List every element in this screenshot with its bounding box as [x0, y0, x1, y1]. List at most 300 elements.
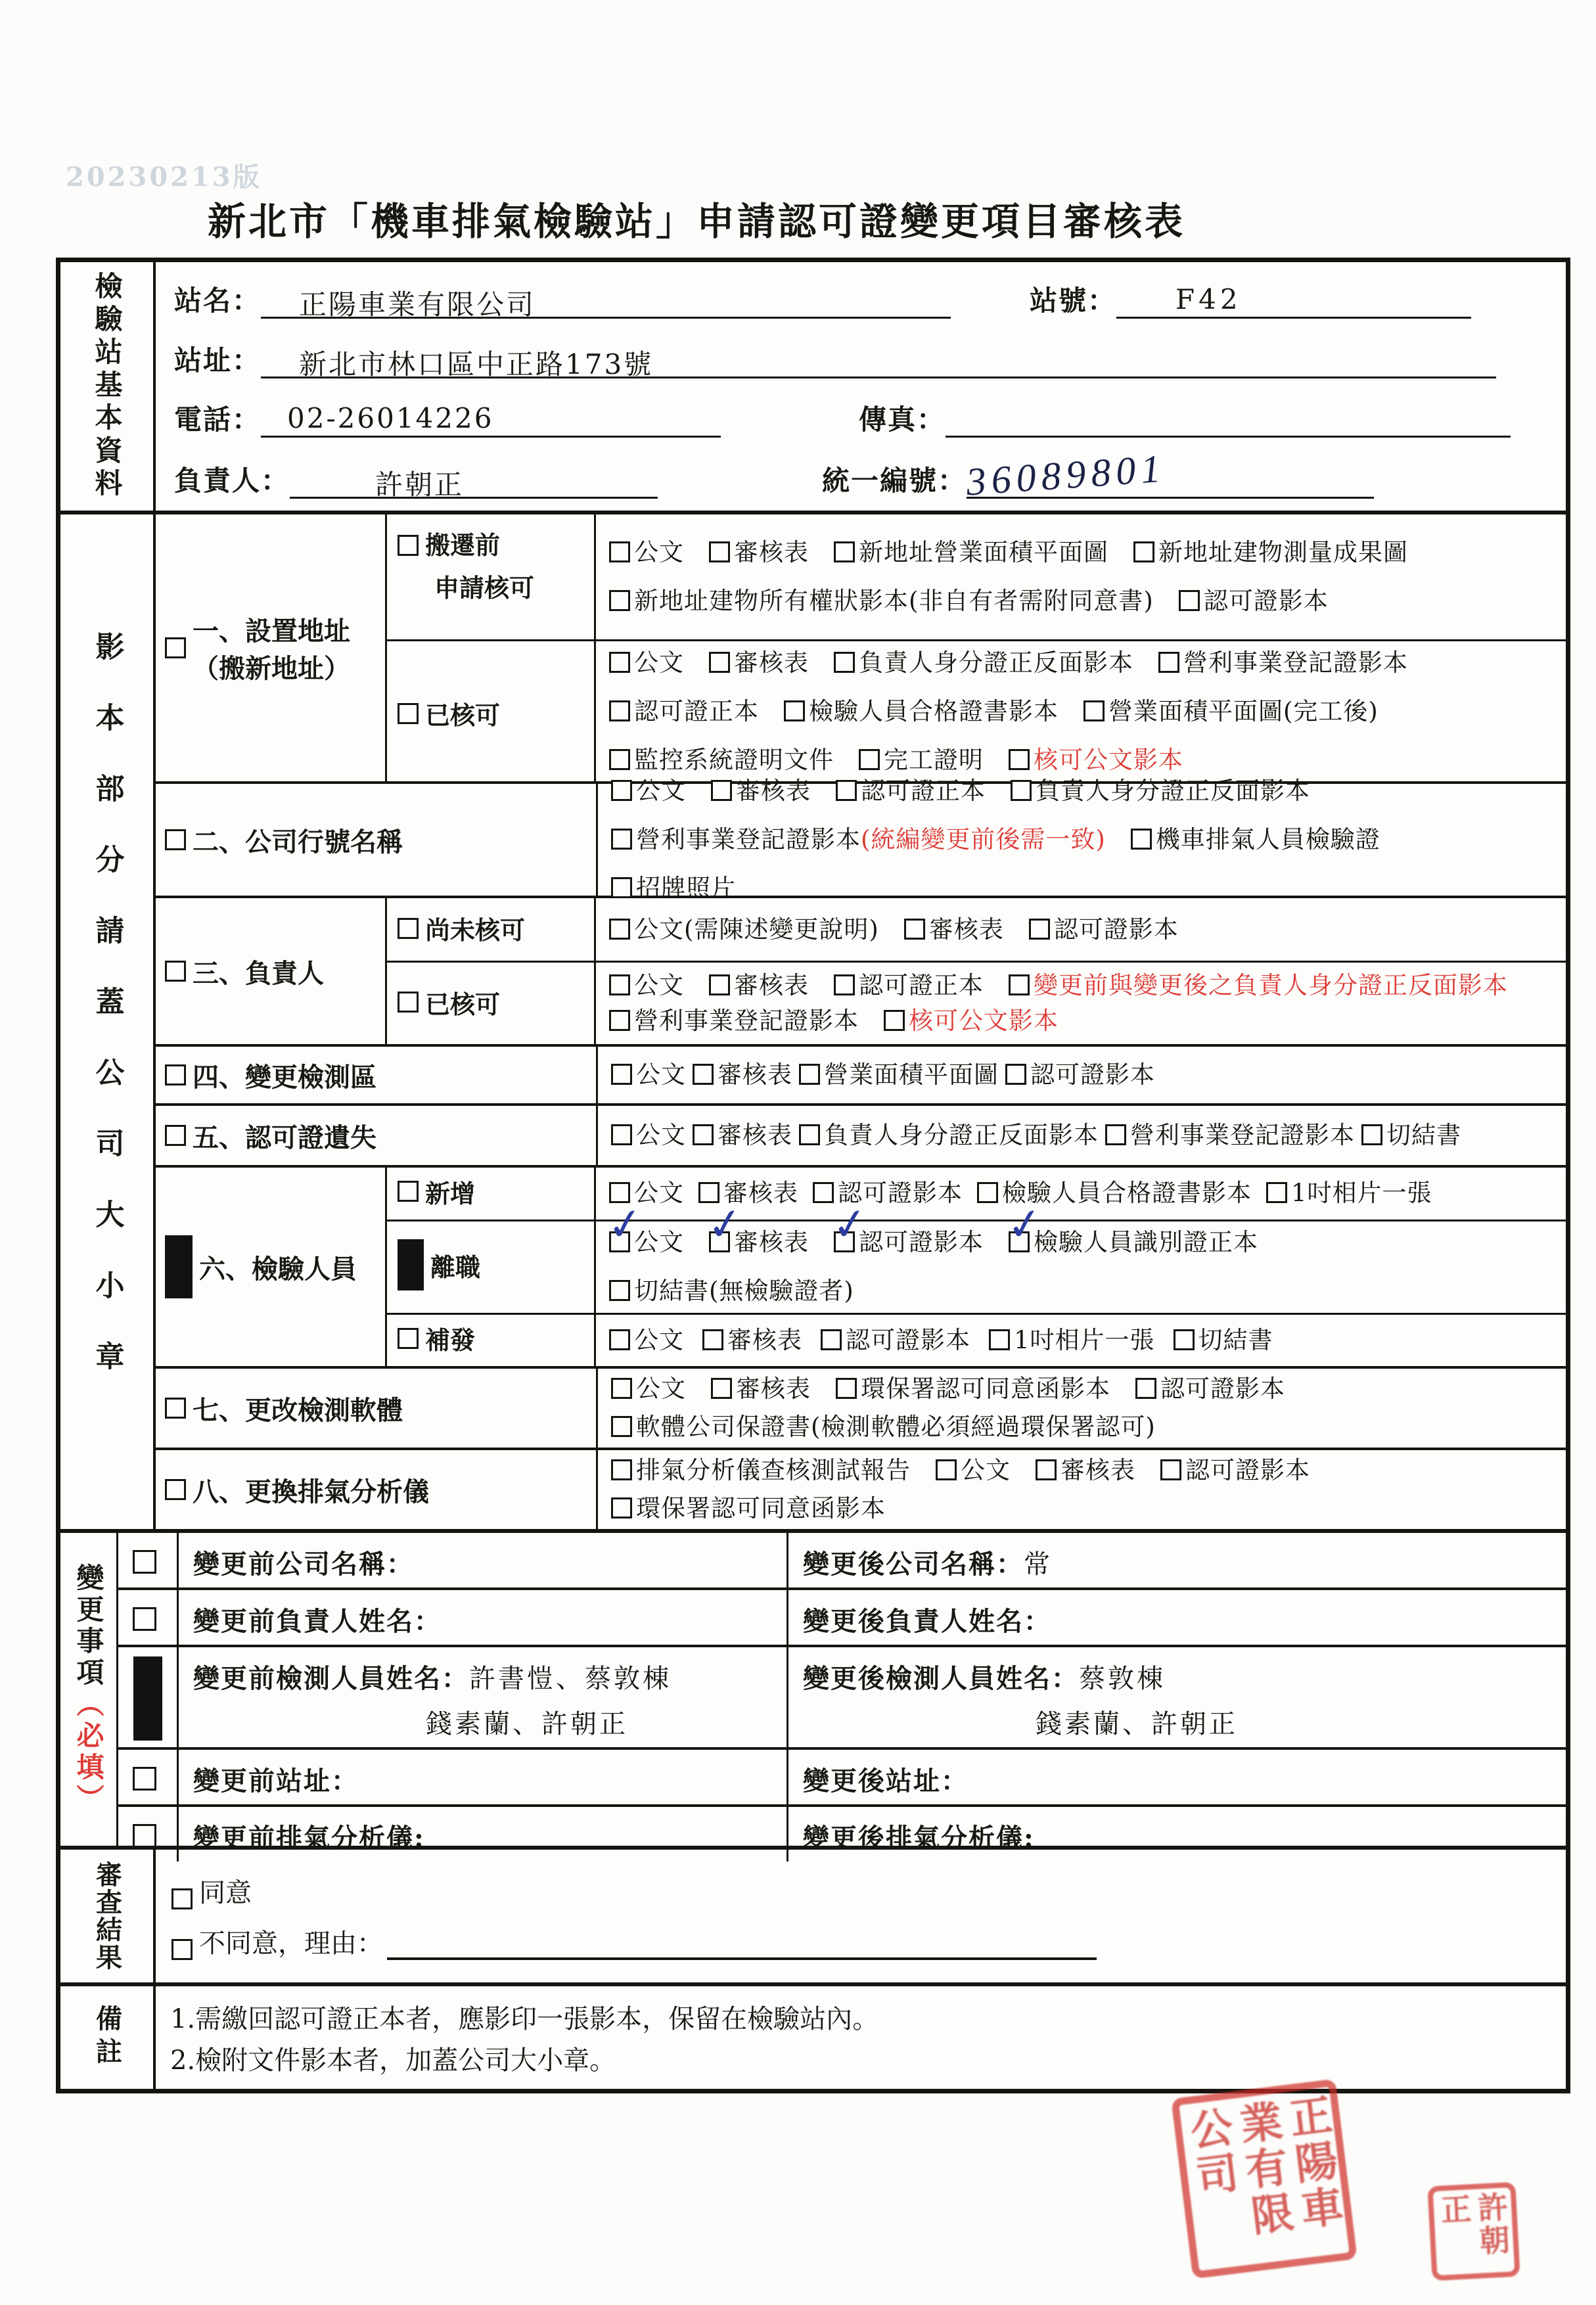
doc-option-label: 審核表	[734, 538, 809, 566]
doc-option	[1266, 1178, 1432, 1208]
doc-option	[904, 915, 1004, 945]
checkbox[interactable]	[1011, 780, 1032, 801]
doc-option	[821, 1325, 970, 1356]
item-change-software	[156, 1369, 598, 1448]
checkbox[interactable]	[977, 1182, 998, 1203]
sub-label-reissue: 補發	[387, 1315, 596, 1367]
checkbox[interactable]	[709, 974, 730, 995]
sub-row-approved	[387, 641, 1566, 781]
doc-option	[611, 1060, 686, 1090]
doc-option-label: 核可公文影本	[1034, 745, 1183, 774]
checkbox[interactable]	[609, 700, 630, 721]
doc-option-label: 檢驗人員合格證書影本	[1002, 1179, 1252, 1208]
checkbox[interactable]	[884, 1010, 905, 1031]
checkbox[interactable]	[609, 1329, 630, 1350]
doc-option	[1160, 1455, 1310, 1486]
doc-option-suffix: (統編變更前後需一致)	[861, 825, 1106, 854]
doc-option-label: 認可證影本	[1160, 1375, 1285, 1403]
item-label: 五、認可證遺失	[193, 1122, 376, 1153]
checkbox[interactable]	[989, 1329, 1010, 1350]
doc-option	[611, 1412, 1156, 1442]
agree-label: 同意	[199, 1878, 252, 1908]
doc-options	[598, 1106, 1566, 1165]
form-title: 新北市「機車排氣檢驗站」申請認可證變更項目審核表	[207, 199, 1185, 244]
checkbox[interactable]	[133, 1607, 156, 1631]
checkbox[interactable]	[702, 1329, 723, 1350]
checkbox[interactable]	[1029, 919, 1050, 940]
doc-options	[596, 1221, 1566, 1313]
checked-checkbox[interactable]	[834, 1231, 855, 1252]
station-name-label: 站名：	[174, 285, 262, 317]
checkbox[interactable]	[398, 992, 419, 1013]
checkbox[interactable]	[611, 1497, 632, 1518]
checkbox[interactable]	[904, 919, 925, 940]
checkbox[interactable]	[693, 1124, 714, 1145]
doc-row-change-analyzer	[156, 1450, 1566, 1529]
checkbox[interactable]	[609, 919, 630, 940]
doc-option-label: 公文	[636, 1375, 686, 1403]
doc-option-label: 檢驗人員合格證書影本	[809, 696, 1059, 725]
doc-option	[1179, 586, 1329, 616]
doc-option	[609, 1276, 854, 1306]
checkbox[interactable]	[709, 652, 730, 673]
documents-vertical-header	[60, 514, 156, 1529]
item-owner	[156, 898, 387, 1044]
checkbox[interactable]	[398, 703, 419, 724]
doc-options	[596, 963, 1566, 1044]
doc-option	[834, 648, 1133, 678]
checkbox[interactable]	[133, 1824, 156, 1848]
doc-option-label: 審核表	[736, 1375, 811, 1403]
checkbox[interactable]	[609, 974, 630, 995]
checkbox[interactable]	[693, 1064, 714, 1085]
checkbox[interactable]	[834, 541, 855, 562]
phone-label: 電話：	[174, 403, 262, 436]
doc-option	[611, 776, 686, 806]
item-label-2: （搬新地址）	[193, 653, 350, 684]
change-items-vertical-header	[60, 1533, 118, 1846]
doc-option-label: 認可證影本	[846, 1325, 970, 1354]
fax-label: 傳真：	[859, 403, 946, 436]
doc-option-label: 環保署認可同意函影本	[636, 1494, 886, 1522]
sub-row-before-move	[387, 514, 1566, 641]
sub-row-reissue	[387, 1315, 1566, 1367]
after-inspectors-line2: 錢素蘭、許朝正	[1036, 1709, 1238, 1739]
checkbox[interactable]	[1131, 829, 1152, 850]
doc-option-label: 招牌照片	[636, 874, 736, 902]
checkbox[interactable]	[1133, 541, 1154, 562]
doc-option-label: 認可證影本	[1030, 1061, 1155, 1089]
doc-option	[609, 1006, 859, 1036]
uid-field	[965, 446, 1374, 504]
checkbox[interactable]	[398, 1328, 419, 1349]
change-row-owner-name: 變更前負責人姓名： 變更後負責人姓名：	[118, 1590, 1566, 1647]
checkbox[interactable]	[1009, 749, 1030, 770]
doc-option-label: 負責人身分證正反面影本	[824, 1121, 1099, 1149]
checkbox[interactable]	[1105, 1124, 1126, 1145]
checkbox[interactable]	[859, 749, 880, 770]
doc-option	[799, 1120, 1099, 1151]
checkbox[interactable]	[813, 1182, 834, 1203]
note-line-1: 1.需繳回認可證正本者，應影印一張影本，保留在檢驗站內。	[170, 2004, 879, 2034]
fax-field	[946, 402, 1511, 438]
checkbox[interactable]	[821, 1329, 842, 1350]
checkbox[interactable]	[936, 1459, 957, 1480]
doc-option-label: 1吋相片一張	[1014, 1325, 1155, 1354]
doc-option	[1009, 1227, 1258, 1258]
checkbox[interactable]	[609, 1010, 630, 1031]
doc-option-label: 審核表	[736, 777, 811, 805]
doc-option	[1158, 648, 1408, 678]
doc-options	[598, 1369, 1566, 1448]
station-address-row	[174, 339, 1546, 378]
doc-option-label: 公文	[634, 538, 684, 566]
doc-row-change-software	[156, 1369, 1566, 1450]
doc-options	[598, 1450, 1566, 1529]
doc-option-label: 認可證影本	[838, 1179, 963, 1208]
doc-option-label: 完工證明	[884, 745, 984, 774]
doc-option	[834, 537, 1108, 568]
doc-option	[884, 1006, 1059, 1036]
change-items-section	[60, 1533, 1566, 1854]
checkbox[interactable]	[165, 961, 186, 982]
item-company-name	[156, 784, 598, 896]
doc-option-label: 切結書	[1386, 1121, 1461, 1149]
doc-option-label: 負責人身分證正反面影本	[1036, 777, 1310, 805]
uid-handwritten-value: 36089801	[965, 446, 1168, 504]
doc-options	[596, 1315, 1566, 1367]
checkbox[interactable]	[611, 1459, 632, 1480]
doc-option-label: 切結書(無檢驗證者)	[634, 1277, 854, 1305]
sub-label-approved: 已核可	[387, 641, 596, 781]
doc-option-label: 審核表	[718, 1121, 792, 1149]
doc-option-label: 公文	[634, 1228, 684, 1256]
checkbox[interactable]	[836, 1378, 857, 1399]
checkbox[interactable]	[133, 1550, 156, 1574]
basic-info-section	[60, 262, 1566, 514]
doc-option	[1083, 696, 1379, 727]
item-inspectors	[156, 1168, 387, 1366]
checkbox[interactable]	[711, 780, 732, 801]
doc-option-label: 公文(需陳述變更說明)	[634, 915, 879, 944]
checkbox[interactable]	[171, 1939, 193, 1960]
doc-option	[609, 586, 1154, 616]
doc-option	[611, 1120, 686, 1151]
doc-option-label: 監控系統證明文件	[634, 745, 834, 774]
doc-option-label: 機車排氣人員檢驗證	[1155, 825, 1380, 854]
checkbox[interactable]	[1009, 974, 1030, 995]
station-no-label: 站號：	[1030, 285, 1117, 317]
change-row-inspector-names: 變更前檢測人員姓名：許書愷、蔡敦棟 錢素蘭、許朝正 變更後檢測人員姓名：蔡敦棟 錢素蘭、許朝正	[118, 1647, 1566, 1750]
checkbox[interactable]	[611, 877, 632, 898]
checkbox[interactable]	[133, 1656, 162, 1741]
doc-option	[1174, 1325, 1273, 1356]
checkbox[interactable]	[1361, 1124, 1382, 1145]
checkbox[interactable]	[611, 1378, 632, 1399]
doc-option-label: 負責人身分證正反面影本	[859, 648, 1133, 677]
doc-option-label: 核可公文影本	[909, 1007, 1059, 1035]
item-setup-address	[156, 514, 387, 781]
sub-label-before-move: 搬遷前 申請核可	[387, 514, 596, 639]
doc-option	[609, 1325, 684, 1356]
doc-option-label: 認可證影本	[1053, 915, 1179, 944]
phone-fax-row	[174, 398, 1546, 438]
checkbox[interactable]	[165, 1398, 186, 1419]
checkbox[interactable]	[609, 590, 630, 611]
doc-option-label: 公文	[634, 971, 684, 999]
change-row-company-name: 變更前公司名稱： 變更後公司名稱：常	[118, 1533, 1566, 1590]
personal-seal-stamp	[1427, 2182, 1520, 2281]
doc-option-label: 排氣分析儀查核測試報告	[636, 1456, 911, 1484]
doc-option	[609, 696, 759, 727]
checked-checkbox[interactable]	[709, 1231, 730, 1252]
checkbox[interactable]	[165, 829, 186, 850]
doc-option-label: 檢驗人員識別證正本	[1034, 1228, 1258, 1256]
company-seal-text: 正陽車業有限公司	[1181, 2091, 1346, 2241]
doc-option-label: 環保署認可同意函影本	[861, 1375, 1110, 1403]
doc-option	[709, 970, 809, 1001]
notes-label: 備註	[91, 2005, 123, 2070]
doc-option-label: 1吋相片一張	[1291, 1179, 1432, 1208]
item-label: 三、負責人	[193, 957, 324, 989]
checkbox[interactable]	[836, 780, 857, 801]
doc-option	[1011, 776, 1310, 806]
doc-option	[702, 1325, 802, 1356]
notes-section	[60, 1986, 1566, 2089]
checkbox[interactable]	[609, 652, 630, 673]
doc-option	[1361, 1120, 1461, 1151]
owner-uid-row	[174, 446, 1546, 504]
checkbox[interactable]	[1036, 1459, 1057, 1480]
doc-option	[609, 970, 684, 1001]
doc-option-label: 認可證影本	[1185, 1456, 1310, 1484]
change-row-analyzer: 變更前排氣分析儀: 變更後排氣分析儀:	[118, 1807, 1566, 1861]
doc-option-label: 公文	[636, 1121, 686, 1149]
doc-option	[709, 648, 809, 678]
doc-options	[598, 1047, 1566, 1103]
checkbox[interactable]	[1005, 1064, 1026, 1085]
version-watermark: 20230213版	[66, 162, 262, 193]
doc-option-label: 公文	[634, 648, 684, 677]
doc-option	[609, 537, 684, 568]
doc-option-label: 公文	[961, 1456, 1011, 1484]
doc-options	[596, 514, 1566, 639]
doc-option	[609, 1227, 684, 1258]
doc-option	[609, 648, 684, 678]
doc-option-label: 認可證正本	[861, 777, 986, 805]
doc-option-label: 認可證正本	[859, 971, 984, 999]
disagree-row	[171, 1923, 1553, 1960]
doc-option-label: 公文	[636, 1061, 686, 1089]
checkbox[interactable]	[611, 829, 632, 850]
checkbox[interactable]	[834, 652, 855, 673]
station-address-label: 站址：	[174, 344, 262, 377]
doc-option-label: 營業面積平面圖	[824, 1061, 999, 1089]
checkbox[interactable]	[165, 637, 186, 658]
doc-option	[1135, 1374, 1285, 1404]
checkbox[interactable]	[799, 1064, 820, 1085]
checkbox[interactable]	[1158, 652, 1179, 673]
checkbox[interactable]	[165, 1064, 186, 1085]
review-vertical-header	[60, 1850, 156, 1982]
checkbox[interactable]	[133, 1767, 156, 1791]
sub-row-resigned-inspector	[387, 1221, 1566, 1315]
item-change-analyzer	[156, 1450, 598, 1529]
sub-label-resigned: 離職	[387, 1221, 596, 1313]
doc-options	[598, 777, 1566, 902]
doc-option-label: 公文	[636, 777, 686, 805]
doc-option-label: 營利事業登記證影本	[1130, 1121, 1355, 1149]
doc-option	[1005, 1060, 1155, 1090]
checkbox[interactable]	[398, 918, 419, 939]
doc-option-label: 公文	[634, 1179, 684, 1208]
item-label: 四、變更檢測區	[193, 1061, 376, 1093]
checkbox[interactable]	[165, 1125, 186, 1146]
owner-label: 負責人：	[174, 464, 290, 497]
notes-vertical-header	[60, 1986, 156, 2089]
checkbox[interactable]	[799, 1124, 820, 1145]
doc-option-label: 審核表	[928, 915, 1004, 944]
doc-option	[836, 1374, 1110, 1404]
doc-row-owner	[156, 898, 1566, 1047]
checkbox[interactable]	[165, 1235, 193, 1298]
personal-seal-text: 許朝正	[1435, 2191, 1512, 2258]
basic-info-vertical-header	[60, 262, 156, 511]
checked-checkbox[interactable]	[609, 1231, 630, 1252]
checkbox[interactable]	[609, 749, 630, 770]
doc-option-label: 審核表	[734, 971, 809, 999]
doc-option	[989, 1325, 1155, 1356]
company-seal-stamp	[1171, 2079, 1357, 2279]
checkbox[interactable]	[1160, 1459, 1181, 1480]
sub-row-not-yet-approved	[387, 898, 1566, 963]
documents-section-label: 影本部分請蓋公司大小章	[90, 631, 124, 1412]
doc-row-change-test-area	[156, 1047, 1566, 1106]
station-no-field: F42	[1116, 283, 1471, 319]
doc-option-label: 新地址營業面積平面圖	[859, 538, 1108, 566]
checkbox[interactable]	[398, 1181, 419, 1202]
phone-field: 02-26014226	[261, 402, 721, 438]
doc-option	[1036, 1455, 1135, 1486]
doc-option-label: 新地址建物所有權狀影本(非自有者需附同意書)	[634, 587, 1154, 615]
doc-option-label: 營利事業登記證影本	[634, 1007, 859, 1035]
doc-option	[693, 1060, 792, 1090]
doc-option	[1131, 825, 1380, 855]
checkbox[interactable]	[1083, 700, 1105, 721]
item-change-test-area	[156, 1047, 598, 1103]
checkbox[interactable]	[611, 1064, 632, 1085]
doc-option-label: 營利事業登記證影本	[1183, 648, 1408, 677]
checkbox[interactable]	[171, 1888, 193, 1909]
checkbox[interactable]	[165, 1479, 186, 1500]
owner-field: 許朝正	[290, 463, 658, 499]
doc-option	[609, 915, 879, 945]
doc-option	[1009, 970, 1508, 1001]
doc-option	[709, 1227, 809, 1258]
doc-option	[711, 776, 811, 806]
documents-section	[60, 514, 1566, 1533]
sub-row-new-inspector	[387, 1168, 1566, 1221]
doc-option	[784, 696, 1059, 727]
basic-info-label: 檢驗站基本資料	[91, 271, 124, 501]
item-label: 二、公司行號名稱	[193, 826, 403, 857]
note-line-2: 2.檢附文件影本者，加蓋公司大小章。	[170, 2045, 616, 2076]
checkbox[interactable]	[709, 541, 730, 562]
checkbox[interactable]	[398, 535, 419, 556]
checkbox[interactable]	[609, 1280, 630, 1301]
checkbox[interactable]	[398, 1239, 424, 1290]
station-name-field: 正陽車業有限公司	[261, 283, 951, 319]
checkbox[interactable]	[1174, 1329, 1195, 1350]
doc-option	[834, 970, 984, 1001]
disagree-label: 不同意，理由：	[199, 1928, 383, 1959]
form-table	[56, 258, 1570, 2093]
doc-options	[596, 641, 1566, 781]
doc-option-label: 公文	[634, 1325, 684, 1354]
doc-row-setup-address	[156, 514, 1566, 784]
doc-option-label: 軟體公司保證書(檢測軟體必須經過環保署認可)	[636, 1413, 1156, 1441]
doc-option	[1009, 745, 1183, 775]
checkbox[interactable]	[609, 541, 630, 562]
doc-option	[1029, 915, 1179, 945]
change-items-label: 變更事項	[72, 1563, 105, 1689]
doc-option-label: 審核表	[734, 1228, 809, 1256]
doc-option	[693, 1120, 792, 1151]
checkbox[interactable]	[611, 780, 632, 801]
review-result-section	[60, 1850, 1566, 1986]
checkbox[interactable]	[611, 1124, 632, 1145]
doc-option-label: 新地址建物測量成果圖	[1158, 538, 1408, 566]
sub-row-approved	[387, 963, 1566, 1044]
doc-option	[1133, 537, 1408, 568]
doc-option	[936, 1455, 1011, 1486]
change-items-required-label: （必填）	[72, 1689, 105, 1815]
doc-option	[836, 776, 986, 806]
doc-options	[596, 898, 1566, 961]
checkbox[interactable]	[1179, 590, 1200, 611]
doc-option	[611, 825, 1106, 855]
before-inspectors-line2: 錢素蘭、許朝正	[426, 1709, 628, 1739]
item-label: 六、檢驗人員	[199, 1253, 357, 1285]
uid-label: 統一編號：	[822, 464, 967, 497]
doc-option-label: 營利事業登記證影本	[636, 825, 861, 854]
doc-option	[711, 1374, 811, 1404]
doc-row-lost-certificate	[156, 1106, 1566, 1168]
item-label: 八、更換排氣分析儀	[193, 1476, 429, 1507]
checkbox[interactable]	[834, 974, 855, 995]
checkbox[interactable]	[1135, 1378, 1156, 1399]
reason-blank-line	[387, 1931, 1097, 1960]
doc-option-label: 認可證影本	[1203, 587, 1329, 615]
doc-option-label: 切結書	[1198, 1325, 1273, 1354]
doc-option-label: 審核表	[734, 648, 809, 677]
doc-option	[1105, 1120, 1355, 1151]
station-name-row	[174, 279, 1546, 319]
checkbox[interactable]	[784, 700, 805, 721]
sub-label-approved: 已核可	[387, 963, 596, 1044]
doc-option-label: 變更前與變更後之負責人身分證正反面影本	[1034, 971, 1508, 999]
checkbox[interactable]	[611, 1416, 632, 1437]
checked-checkbox[interactable]	[1009, 1231, 1030, 1252]
doc-option-label: 認可證正本	[634, 696, 759, 725]
doc-option-label: 認可證影本	[859, 1228, 984, 1256]
checkbox[interactable]	[1266, 1182, 1287, 1203]
doc-option-label: 審核表	[718, 1061, 792, 1089]
station-address-field: 新北市林口區中正路173號	[261, 343, 1496, 378]
item-label: 一、設置地址	[193, 616, 350, 647]
sub-label-not-yet-approved: 尚未核可	[387, 898, 596, 961]
checkbox[interactable]	[711, 1378, 732, 1399]
